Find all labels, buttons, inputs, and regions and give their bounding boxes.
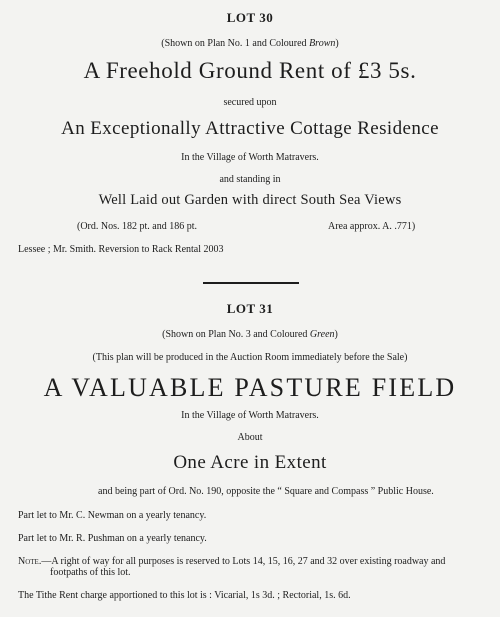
lot30-secured: secured upon [223, 97, 277, 108]
lot30-plan-colour: Brown [309, 38, 336, 49]
lot31-plan-prefix: (Shown on Plan No. 3 and Coloured [162, 329, 310, 340]
lot31-ord-part: and being part of Ord. No. 190, opposite the “ Square and Compass ” Public House. [98, 486, 434, 497]
lot30-subtitle: An Exceptionally Attractive Cottage Residence [61, 118, 439, 139]
lot30-heading: LOT 30 [226, 10, 274, 25]
lot31-note-text: —A right of way for all purposes is reserved to Lots 14, 15, 16, 27 and 32 over existing roadway and [41, 556, 446, 567]
lot30-lessee: Lessee ; Mr. Smith. Reversion to Rack Rental 2003 [18, 244, 224, 255]
lot31-title: A VALUABLE PASTURE FIELD [43, 373, 457, 402]
lot31-extent: One Acre in Extent [173, 452, 327, 473]
lot31-plan-line [0, 329, 500, 340]
lot31-note-line-1 [18, 556, 445, 567]
lot30-standing: and standing in [219, 174, 281, 185]
lot30-area: Area approx. A. .771) [328, 221, 416, 232]
lot31-note-label: Note. [18, 556, 42, 567]
lot30-plan-line [0, 38, 500, 49]
section-divider [203, 282, 299, 284]
lot31-village: In the Village of Worth Matravers. [181, 410, 319, 421]
lot30-garden: Well Laid out Garden with direct South Sea Views [98, 192, 402, 208]
lot30-plan-prefix: (Shown on Plan No. 1 and Coloured [161, 38, 310, 49]
lot31-note-line-2: footpaths of this lot. [50, 567, 131, 578]
lot30-plan-suffix: ) [335, 38, 339, 49]
lot30-ord-nos: (Ord. Nos. 182 pt. and 186 pt. [77, 221, 197, 232]
lot31-about: About [237, 432, 263, 443]
lot30-title: A Freehold Ground Rent of £3 5s. [83, 58, 417, 83]
lot31-plan-suffix: ) [334, 329, 338, 340]
lot31-plan-colour: Green [309, 329, 335, 340]
lot31-heading: LOT 31 [226, 301, 274, 316]
lot31-let-2: Part let to Mr. R. Pushman on a yearly tenancy. [18, 533, 207, 544]
lot31-plan-note: (This plan will be produced in the Auction Room immediately before the Sale) [92, 352, 408, 363]
lot31-tithe: The Tithe Rent charge apportioned to this lot is : Vicarial, 1s 3d. ; Rectorial, 1s. 6d. [18, 590, 351, 601]
lot30-village: In the Village of Worth Matravers. [181, 152, 319, 163]
lot31-let-1: Part let to Mr. C. Newman on a yearly tenancy. [18, 510, 207, 521]
